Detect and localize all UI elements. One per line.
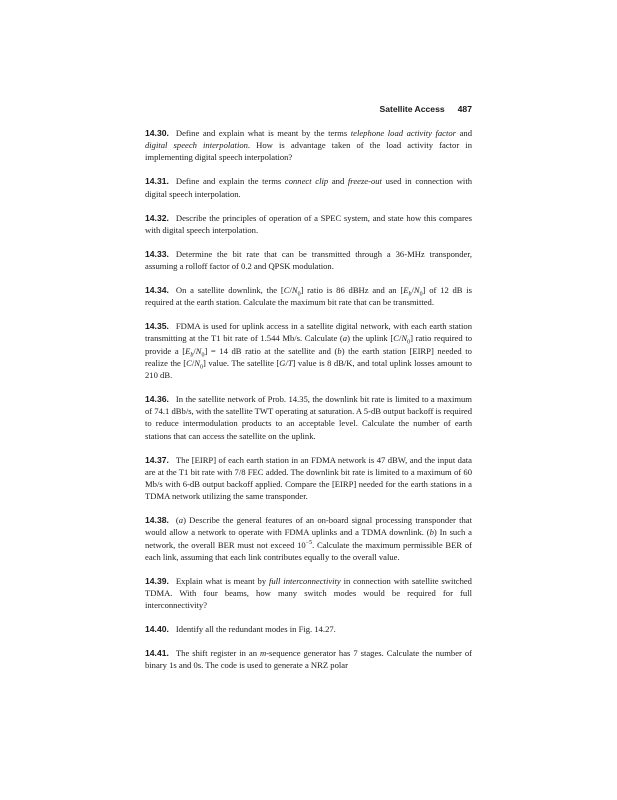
problem-text: and <box>456 128 472 138</box>
problem-item <box>145 320 472 381</box>
problem-text: C <box>283 285 290 296</box>
problem-text: b <box>408 291 412 298</box>
problem-number: 14.34. <box>145 285 169 296</box>
problem-text: 0 <box>200 364 204 371</box>
problem-text: ] = 14 dB ratio at the satellite and ( <box>204 345 338 356</box>
problem-text: N <box>194 357 201 368</box>
problem-text: Explain what is meant by <box>175 575 269 586</box>
problem-text: b <box>337 345 342 356</box>
problem-item <box>145 175 472 199</box>
problem-number: 14.38. <box>145 515 169 526</box>
problem-text: ] of 12 dB is required at the earth station. Calculate the maximum bit rate that can be transmitted. <box>145 285 473 308</box>
problem-item <box>145 393 472 442</box>
problem-text: The shift register in an <box>175 648 260 659</box>
problem-item <box>145 623 472 635</box>
problem-text: 0 <box>297 291 301 298</box>
problem-item <box>145 127 472 164</box>
problem-text: ( <box>175 515 179 526</box>
problem-text: digital speech interpolation <box>145 140 248 151</box>
problem-text: 0 <box>407 340 411 347</box>
problem-text: b <box>429 527 434 538</box>
problem-text: Determine the bit rate that can be transmitted through a 36-MHz transponder, assuming a rolloff factor of 0.2 and QPSK modulation. <box>145 248 472 272</box>
problem-text: E <box>185 345 191 356</box>
problem-text: telephone load activity factor <box>350 128 457 138</box>
problem-list <box>145 127 472 683</box>
problem-text: / <box>193 345 196 356</box>
problem-text: 0 <box>201 352 205 359</box>
problem-text: Identify all the redundant modes in Fig. 14.27. <box>175 624 336 635</box>
problem-number: 14.37. <box>145 454 169 465</box>
problem-item <box>145 575 472 612</box>
problem-text: / <box>289 285 292 296</box>
problem-text: . How is advantage taken of the load activity factor in implementing digital speech interpolation? <box>145 140 472 163</box>
problem-text: in connection with satellite switched TDMA. With four beams, how many switch modes would be required for full interconnectivity? <box>145 575 472 611</box>
problem-text: ] ratio is 86 dBHz and an [ <box>300 285 404 296</box>
problem-text: T <box>287 357 293 368</box>
problem-text: / <box>411 285 414 296</box>
problem-text: / <box>398 333 402 344</box>
problem-text: b <box>190 352 194 359</box>
problem-text: N <box>291 285 298 296</box>
problem-text: FDMA is used for uplink access in a satellite digital network, with each earth station transmitting at the T1 bit rate of 1.544 Mb/s. Calculate ( <box>145 321 472 344</box>
problem-text: connect clip <box>284 176 329 187</box>
problem-item <box>145 248 472 272</box>
problem-number: 14.39. <box>145 575 169 586</box>
problem-text: Define and explain what is meant by the terms <box>175 128 351 138</box>
problem-text: / <box>285 357 288 368</box>
problem-text: C <box>393 333 399 344</box>
problem-text: / <box>191 357 195 368</box>
problem-text: N <box>401 333 408 344</box>
problem-item <box>145 647 472 671</box>
problem-text: −5 <box>305 539 313 546</box>
problem-number: 14.31. <box>145 176 169 187</box>
problem-text: -sequence generator has 7 stages. Calculate the number of binary 1s and 0s. The code is used to generate a NRZ polar <box>145 648 473 671</box>
problem-text: ) the earth station [EIRP] needed to realize the [ <box>145 345 472 368</box>
problem-number: 14.35. <box>145 321 169 332</box>
running-header <box>145 104 472 114</box>
problem-text: ] ratio required to provide a [ <box>145 333 473 356</box>
problem-item <box>145 454 472 503</box>
problem-item <box>145 212 472 236</box>
problem-number: 14.40. <box>145 624 169 635</box>
problem-text: ) the uplink [ <box>347 333 394 344</box>
problem-text: The [EIRP] of each earth station in an FDMA network is 47 dBW, and the input data are at the T1 bit rate with 7/8 FEC added. The downlink bit rate is limited to a maximum of 60 Mb/s with 6-dB output backoff applied. Compare the [EIRP] needed for the earth stations in a TDMA network utilizing the same transponder. <box>145 454 472 502</box>
problem-text: ] value. The satellite [ <box>203 357 280 368</box>
problem-text: ] value is 8 dB/K, and total uplink losses amount to 210 dB. <box>145 357 472 381</box>
problem-text: Define and explain the terms <box>175 176 285 187</box>
problem-text: Describe the principles of operation of a SPEC system, and state how this compares with digital speech interpolation. <box>145 212 472 235</box>
problem-text: m <box>259 648 267 659</box>
problem-text: used in connection with digital speech interpolation. <box>145 176 473 199</box>
problem-item <box>145 514 472 563</box>
problem-text: a <box>342 333 348 344</box>
problem-text: N <box>413 285 420 296</box>
problem-text: freeze-out <box>347 176 382 187</box>
problem-number: 14.36. <box>145 394 169 405</box>
problem-text: 0 <box>419 291 423 298</box>
problem-text: ) Describe the general features of an on-board signal processing transponder that would allow a network to operate with FDMA uplinks and a TDMA downlink. ( <box>145 515 472 538</box>
problem-text: E <box>403 285 409 296</box>
problem-text: In the satellite network of Prob. 14.35, the downlink bit rate is limited to a maximum of 74.1 dBb/s, with the satellite TWT operating at saturation. A 5-dB output backoff is required to reduce intermodulation products to an acceptable level. Calculate the number of earth stations that can access the satellite on the uplink. <box>145 394 472 441</box>
problem-text: a <box>178 515 184 526</box>
problem-text: C <box>186 357 192 368</box>
problem-number: 14.30. <box>145 128 169 138</box>
problem-text: full interconnectivity <box>268 575 341 586</box>
problem-text: N <box>195 345 202 356</box>
problem-text: . Calculate the maximum permissible BER of each link, assuming that each link contributes equally to the overall value. <box>145 539 472 562</box>
problem-number: 14.41. <box>145 648 169 659</box>
section-title: Satellite Access <box>379 104 445 114</box>
problem-text: On a satellite downlink, the [ <box>175 285 284 296</box>
problem-text: and <box>328 176 348 187</box>
problem-text: ) In such a network, the overall BER must not exceed 10 <box>145 527 472 550</box>
page-number: 487 <box>457 104 472 114</box>
problem-number: 14.32. <box>145 212 169 223</box>
problem-number: 14.33. <box>145 248 169 259</box>
problem-item <box>145 284 472 308</box>
problem-text: G <box>279 357 286 368</box>
